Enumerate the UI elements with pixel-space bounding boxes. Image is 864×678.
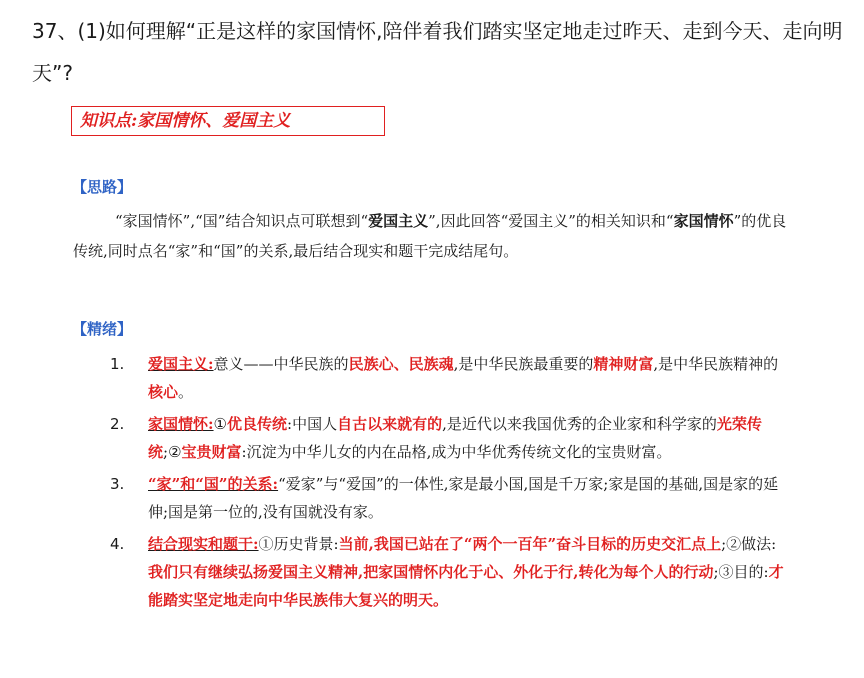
outline-item-patriotism	[110, 350, 790, 406]
item-highlight: 核心	[148, 383, 179, 401]
item-text: “爱家”与“爱国”的一体性,家是最小国,国是千万家;家是国的基础,国是家的延伸;国是第一位的,没有国就没有家。	[148, 475, 779, 521]
item-highlight: 才能踏实坚定地走向中华民族伟大复兴的明天。	[148, 563, 784, 609]
approach-text-1: “家国情怀”,“国”结合知识点可联想到“	[115, 212, 369, 230]
approach-text-3: ”的优良传统,同时点名“家”和“国”的关系,最后结合现实和题干完成结尾句。	[73, 212, 787, 260]
approach-text-2: ”,因此回答“爱国主义”的相关知识和“	[428, 212, 674, 230]
item-text: ①历史背景:	[258, 535, 339, 553]
approach-paragraph	[73, 206, 793, 266]
item-text: ;②做法:	[721, 535, 777, 553]
question-text: 37、(1)如何理解“正是这样的家国情怀,陪伴着我们踏实坚定地走过昨天、走到今天、走向明天”?	[32, 19, 843, 85]
item-highlight: 我们只有继续弘扬爱国主义精神,把家国情怀内化于心、外化于行,转化为每个人的行动	[148, 563, 714, 581]
item-number: 3.	[110, 475, 125, 493]
outline-item-reality	[110, 530, 790, 614]
item-text: ①	[213, 415, 227, 433]
item-text: :中国人	[287, 415, 338, 433]
item-number: 2.	[110, 415, 125, 433]
outline-item-family-nation	[110, 410, 790, 466]
outline-heading: 【精绪】	[72, 320, 133, 338]
knowledge-point-box: 知识点:家国情怀、爱国主义	[71, 106, 385, 136]
item-highlight: 宝贵财富	[181, 443, 242, 461]
item-text: 。	[178, 383, 194, 401]
item-text: ;③目的:	[713, 563, 769, 581]
approach-keyword-patriotism: 爱国主义	[368, 212, 429, 230]
item-title: “家”和“国”的关系:	[148, 475, 279, 493]
approach-keyword-family-nation: 家国情怀	[673, 212, 734, 230]
item-highlight: 精神财富	[593, 355, 654, 373]
item-text: ,是近代以来我国优秀的企业家和科学家的	[442, 415, 717, 433]
item-number: 4.	[110, 535, 125, 553]
item-title: 家国情怀:	[148, 415, 214, 433]
item-highlight: 民族心、民族魂	[348, 355, 454, 373]
item-text: ,是中华民族最重要的	[453, 355, 594, 373]
item-highlight: 光荣传统	[148, 415, 762, 461]
item-highlight: 优良传统	[227, 415, 288, 433]
outline-item-relationship	[110, 470, 790, 526]
item-text: 意义——中华民族的	[213, 355, 349, 373]
item-number: 1.	[110, 355, 125, 373]
item-highlight: 自古以来就有的	[337, 415, 443, 433]
item-highlight: 当前,我国已站在了“两个一百年”奋斗目标的历史交汇点上	[338, 535, 722, 553]
item-title: 爱国主义:	[148, 355, 214, 373]
approach-heading: 【思路】	[72, 178, 133, 196]
item-text: ,是中华民族精神的	[653, 355, 779, 373]
outline-list	[110, 350, 790, 618]
item-text: ;②	[163, 443, 182, 461]
item-text: :沉淀为中华儿女的内在品格,成为中华优秀传统文化的宝贵财富。	[241, 443, 672, 461]
item-title: 结合现实和题干:	[148, 535, 259, 553]
